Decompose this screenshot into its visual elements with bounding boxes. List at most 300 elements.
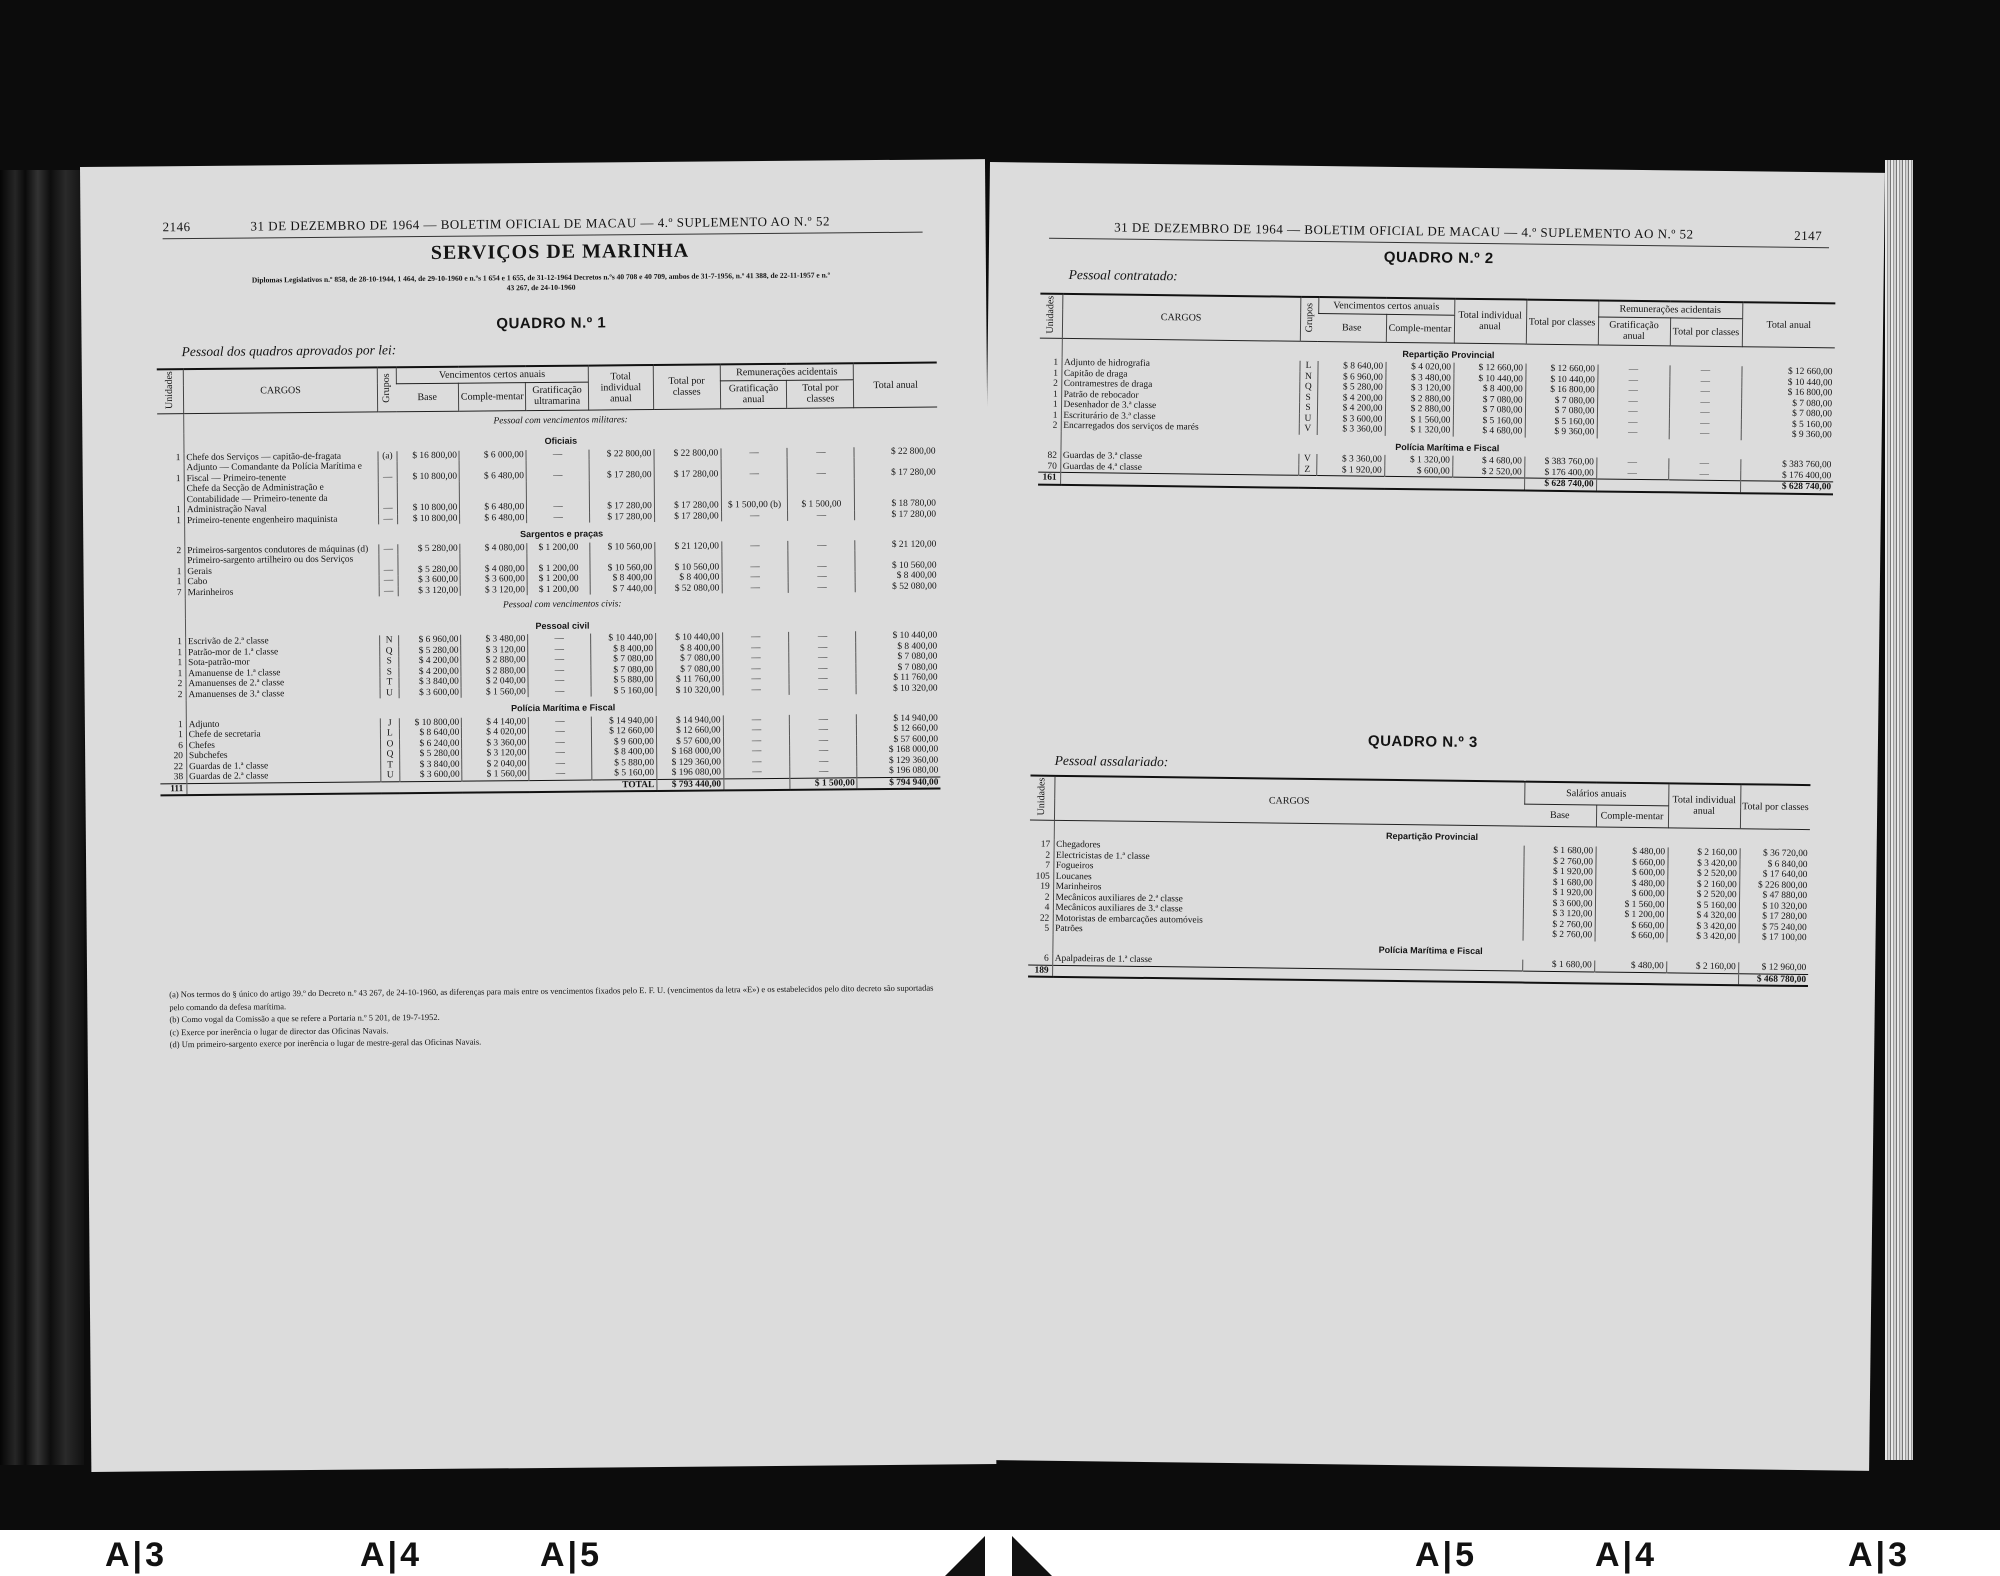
total-classes-2-cell: — [789, 653, 856, 664]
cargo-cell: Escrivão de 2.ª classe [185, 636, 380, 648]
base-cell: $ 10 800,00 [397, 513, 460, 524]
cargo-cell: Desenhador de 3.ª classe [1061, 400, 1299, 413]
total-classes-cell: $ 21 120,00 [655, 541, 722, 552]
col-grupos: Grupos [378, 367, 397, 411]
page-edge [1885, 160, 1913, 1460]
base-cell: $ 1 680,00 [1523, 877, 1595, 888]
total-classes-cell: $ 22 800,00 [654, 448, 721, 459]
grat-anual-cell: — [721, 448, 788, 459]
base-cell: $ 3 600,00 [398, 575, 461, 586]
total-units: 189 [1028, 965, 1052, 977]
complementar-cell: $ 2 880,00 [1385, 404, 1453, 415]
cargo-cell: Adjunto — Comandante da Polícia Marítima e Fiscal — Primeiro-tenente [184, 462, 379, 485]
grupo-cell: — [379, 586, 397, 597]
section-subtitle: Pessoal dos quadros aprovados por lei: [181, 342, 397, 360]
complementar-cell: $ 6 480,00 [459, 460, 526, 482]
grat-ultramarina-cell: — [527, 512, 590, 523]
col-unidades: Unidades [157, 369, 184, 414]
complementar-cell: $ 2 040,00 [462, 759, 529, 770]
unidades-cell: 5 [1044, 924, 1050, 935]
total-anual-cell: $ 12 660,00 [857, 724, 940, 735]
unit-cell [1030, 820, 1054, 840]
grat-ultramarina-cell: $ 1 200,00 [527, 584, 590, 595]
total-anual-cell: $ 9 360,00 [1741, 429, 1834, 441]
total-individual-cell: $ 2 520,00 [1667, 890, 1739, 901]
total-anual: $ 628 740,00 [1740, 481, 1833, 494]
grupo-cell: — [379, 576, 397, 587]
total-anual-cell: $ 168 000,00 [857, 745, 940, 756]
col-complementar: Comple-mentar [1596, 805, 1668, 828]
unidades-cell: 7 [1045, 861, 1050, 872]
total-anual-cell: $ 12 660,00 [1741, 366, 1834, 378]
grat-ultramarina-cell: — [529, 737, 592, 748]
base-cell: $ 1 920,00 [1316, 465, 1384, 477]
cargo-cell: Sota-patrão-mor [186, 657, 381, 669]
col-cargos: CARGOS [1062, 294, 1301, 341]
page-number: 2147 [1794, 227, 1823, 244]
total-classes-2-cell: — [789, 663, 856, 674]
grat-ultramarina-cell: — [529, 727, 592, 738]
total-individual-cell: $ 3 420,00 [1667, 921, 1739, 932]
q2-subtitle: Pessoal contratado: [1068, 266, 1178, 284]
total-classes-2-cell: — [788, 458, 855, 480]
grupo-cell: — [379, 555, 397, 576]
grupo-cell: — [378, 462, 396, 483]
grupo-cell: S [1299, 403, 1317, 414]
grupo-cell: Q [381, 750, 399, 761]
unit-cell [157, 413, 184, 433]
base-cell: $ 2 760,00 [1523, 930, 1595, 941]
unidades-cell: 1 [1052, 389, 1058, 400]
grupo-cell: J [381, 718, 399, 729]
total-classes-cell: $ 6 840,00 [1739, 859, 1809, 870]
complementar-cell: $ 1 320,00 [1385, 425, 1453, 436]
grat-anual-cell: — [723, 674, 790, 685]
total-classes-2-cell: — [790, 735, 857, 746]
grupo-cell: V [1298, 454, 1316, 465]
col-cargos: CARGOS [1054, 776, 1525, 826]
grupo-cell: T [381, 760, 399, 771]
grat-ultramarina-cell: — [528, 644, 591, 655]
total-classes-cell: $ 11 760,00 [656, 675, 723, 686]
grat-anual-cell: — [723, 757, 790, 768]
total-individual-cell: $ 2 520,00 [1667, 869, 1739, 880]
cargo-cell: Escriturário de 3.ª classe [1061, 411, 1299, 424]
unidades-cell: 6 [178, 740, 183, 751]
total-individual-cell: $ 2 160,00 [1666, 962, 1738, 974]
complementar-cell: $ 3 360,00 [462, 738, 529, 749]
total-individual-cell: $ 7 440,00 [590, 584, 655, 595]
unidades-cell: 2 [177, 679, 183, 690]
total-classes-2-cell: — [1669, 418, 1741, 429]
cargo-cell: Chefes [186, 739, 381, 751]
total-individual-cell: $ 7 080,00 [591, 665, 656, 676]
complementar-cell: $ 2 880,00 [461, 655, 528, 666]
cargo-cell: Amanuenses de 3.ª classe [186, 688, 381, 700]
col-complementar: Comple-mentar [1386, 314, 1454, 343]
complementar-cell: $ 3 120,00 [462, 748, 529, 759]
total-individual-cell: $ 10 560,00 [590, 542, 655, 553]
complementar-cell: $ 4 140,00 [462, 717, 529, 728]
total-classes-cell: $ 7 080,00 [1525, 395, 1597, 406]
complementar-cell: $ 3 120,00 [461, 645, 528, 656]
grupo-cell: U [1299, 414, 1317, 425]
unidades-cell: 2 [1044, 892, 1050, 903]
total-classes-cell: $ 10 440,00 [1525, 374, 1597, 385]
total-individual-cell: $ 7 080,00 [1453, 405, 1525, 416]
total-individual-cell: $ 4 680,00 [1452, 456, 1524, 467]
base-cell: $ 10 800,00 [399, 717, 462, 728]
total-individual-cell: $ 2 160,00 [1668, 848, 1740, 859]
grupo-cell: N [1299, 372, 1317, 383]
total-classes-cell: $ 7 080,00 [1525, 406, 1597, 417]
section-label: Pessoal com vencimentos civis: [185, 592, 939, 618]
total-anual-cell: $ 16 800,00 [1741, 387, 1834, 399]
grat-anual-cell: — [721, 541, 788, 552]
quadro-1-table [157, 362, 941, 797]
unidades-cell: 2 [176, 545, 182, 556]
cargo-cell: Adjunto de hidrografia [1061, 358, 1299, 371]
total-individual-cell: $ 3 420,00 [1667, 932, 1739, 943]
unidades-cell: 1 [177, 647, 183, 658]
cargo-cell: Contramestres de draga [1061, 379, 1299, 392]
grat-anual-cell: — [1596, 458, 1668, 469]
group-label: Polícia Marítima e Fiscal [186, 694, 940, 720]
unidades-cell: 1 [177, 658, 183, 669]
total-classes-2-cell: — [788, 510, 855, 521]
footnote: (c) Exerce por inerência o lugar de director das Oficinas Navais. [169, 1024, 389, 1037]
col-remuneracoes: Remunerações acidentais [1598, 300, 1742, 318]
grat-ultramarina-cell: — [526, 460, 589, 482]
col-total-classes: Total por classes [653, 364, 720, 409]
right-page [974, 162, 1885, 1471]
grat-anual-cell: — [1596, 468, 1668, 480]
base-cell: $ 10 800,00 [397, 461, 460, 483]
grat-ultramarina-cell: — [528, 634, 591, 645]
complementar-cell: $ 2 880,00 [461, 666, 528, 677]
total-anual-cell: $ 7 080,00 [1741, 408, 1834, 420]
complementar-cell: $ 3 120,00 [460, 585, 527, 596]
cargo-cell: Encarregados dos serviços de marés [1061, 421, 1299, 434]
total-classes-cell: $ 8 400,00 [655, 643, 722, 654]
complementar-cell: $ 4 020,00 [1385, 362, 1453, 373]
cargo-cell: Subchefes [186, 750, 381, 762]
film-label-3: A|5 [540, 1536, 602, 1574]
total-classes: $ 468 780,00 [1738, 973, 1808, 986]
unidades-cell: 1 [176, 566, 182, 577]
total-classes: $ 793 440,00 [657, 779, 724, 792]
cargo-cell: Cabo [185, 576, 380, 588]
grat-anual-cell: — [722, 572, 789, 583]
col-unidades: Unidades [1040, 294, 1063, 339]
cargo-cell: Mecânicos auxiliares de 3.ª classe [1053, 903, 1523, 919]
total-classes-cell: $ 57 600,00 [656, 736, 723, 747]
base-cell: $ 6 960,00 [1317, 372, 1385, 383]
cargo-cell: Guardas de 3.ª classe [1060, 451, 1298, 464]
group-label: Pessoal civil [185, 611, 939, 637]
total-classes-2-cell: — [790, 684, 857, 695]
grupo-cell: S [380, 667, 398, 678]
total-classes-cell: $ 17 280,00 [654, 480, 721, 512]
grat-ultramarina-cell: — [529, 748, 592, 759]
complementar-cell: $ 1 560,00 [1385, 415, 1453, 426]
total-anual-cell: $ 7 080,00 [856, 652, 939, 663]
complementar-cell: $ 660,00 [1595, 857, 1667, 868]
total-anual-cell: $ 7 080,00 [856, 662, 939, 673]
film-left-arrow-icon [945, 1536, 985, 1576]
cargo-cell: Amanuenses de 2.ª classe [186, 678, 381, 690]
base-cell: $ 2 760,00 [1523, 856, 1595, 867]
base-cell: $ 16 800,00 [397, 450, 460, 461]
grupo-cell: Z [1298, 465, 1316, 476]
base-cell: $ 5 280,00 [398, 645, 461, 656]
grat-ultramarina-cell: — [526, 481, 589, 513]
footnote: (b) Como vogal da Comissão a que se refere a Portaria n.º 5 201, de 19-7-1952. [169, 1011, 440, 1025]
grat-ultramarina-cell: — [528, 716, 591, 727]
total-anual-cell: $ 7 080,00 [1741, 398, 1834, 410]
cargo-cell: Chefe de secretaria [186, 729, 381, 741]
base-cell: $ 5 280,00 [1317, 382, 1385, 393]
base-cell: $ 1 680,00 [1522, 960, 1594, 972]
unidades-cell: 1 [1053, 358, 1059, 369]
complementar-cell: $ 480,00 [1594, 961, 1666, 973]
complementar-cell: $ 6 480,00 [460, 481, 527, 513]
grat-anual-cell: — [723, 715, 790, 726]
film-label-5: A|4 [1595, 1536, 1657, 1574]
unit-cell [159, 618, 185, 638]
complementar-cell: $ 1 560,00 [461, 687, 528, 698]
group-label: Polícia Marítima e Fiscal [1060, 432, 1833, 461]
grat-ultramarina-cell: — [528, 665, 591, 676]
col-grupos: Grupos [1300, 297, 1319, 341]
total-classes-cell: $ 17 280,00 [654, 459, 721, 481]
total-anual-cell: $ 11 760,00 [856, 673, 939, 684]
complementar-cell: $ 1 200,00 [1595, 910, 1667, 921]
unidades-cell: 2 [1045, 850, 1051, 861]
cargo-cell: Adjunto [186, 718, 381, 730]
complementar-cell: $ 2 040,00 [461, 676, 528, 687]
col-total-individual: Total individual anual [1668, 783, 1741, 828]
total-individual-cell: $ 5 880,00 [592, 758, 657, 769]
total-classes-cell: $ 10 560,00 [655, 552, 722, 574]
grat-anual-cell: — [723, 767, 790, 779]
total-label: TOTAL [187, 779, 657, 795]
group-label: Polícia Marítima e Fiscal [1052, 935, 1808, 964]
left-page [80, 159, 996, 1472]
complementar-cell: $ 2 880,00 [1385, 394, 1453, 405]
unidades-cell: 17 [1040, 839, 1051, 851]
col-vencimentos: Vencimentos certos anuais [1318, 297, 1454, 315]
total-individual-cell: $ 8 400,00 [591, 644, 656, 655]
total-classes-cell: $ 8 400,00 [655, 573, 722, 584]
total-individual-cell: $ 5 160,00 [592, 768, 657, 780]
total-classes-cell: $ 14 940,00 [656, 715, 723, 726]
total-classes-2-cell: — [1668, 469, 1740, 481]
total-individual-cell: $ 12 660,00 [591, 726, 656, 737]
unit-cell [1028, 934, 1052, 954]
base-cell: $ 3 840,00 [398, 677, 461, 688]
grat-anual-cell: — [1597, 417, 1669, 428]
complementar-cell: $ 600,00 [1595, 889, 1667, 900]
grat-ultramarina-cell: $ 1 200,00 [527, 542, 590, 553]
col-salarios: Salários anuais [1524, 782, 1668, 806]
diplomas-text: Diplomas Legislativos n.º 858, de 28-10-1944, 1 464, de 29-10-1960 e n.ºs 1 654 e 1 655, de 31-12-1964 Decretos n.ºs 40 708 e 40 709, ambos de 31-7-1956, n.º 41 388, de 22-11-1957 e n.º 43 267, de 24-10-1960 [251, 270, 831, 293]
total-individual-cell: $ 8 400,00 [592, 747, 657, 758]
complementar-cell: $ 1 560,00 [1595, 899, 1667, 910]
unidades-cell: 2 [1052, 421, 1058, 432]
unidades-cell: 105 [1035, 871, 1050, 882]
total-anual: $ 794 940,00 [857, 777, 940, 790]
base-cell: $ 4 200,00 [1317, 393, 1385, 404]
total-classes-cell: $ 9 360,00 [1525, 427, 1597, 438]
total-individual-cell: $ 5 880,00 [591, 675, 656, 686]
total-individual-cell: $ 4 680,00 [1453, 426, 1525, 437]
total-individual-cell: $ 3 420,00 [1667, 858, 1739, 869]
grat-anual-cell: — [1597, 365, 1669, 376]
total-anual-cell: $ 176 400,00 [1740, 470, 1833, 482]
complementar-cell: $ 480,00 [1595, 878, 1667, 889]
cargo-cell: Primeiros-sargentos condutores de máquinas (d) [185, 544, 380, 556]
quadro-2-table [1038, 293, 1835, 495]
unidades-cell: 7 [176, 587, 182, 598]
total-classes-cell: $ 7 080,00 [656, 664, 723, 675]
grupo-cell: S [380, 657, 398, 668]
total-individual-cell: $ 5 160,00 [1667, 900, 1739, 911]
grupo-cell: T [380, 678, 398, 689]
total-classes-2-cell: — [1669, 408, 1741, 419]
total-individual-cell: $ 17 280,00 [589, 480, 654, 512]
total-classes-2-cell: — [789, 582, 856, 593]
group-label: Repartição Provincial [1054, 820, 1810, 849]
complementar-cell: $ 3 120,00 [1385, 383, 1453, 394]
grupo-cell: — [379, 544, 397, 555]
grupo-cell: U [381, 771, 399, 782]
total-classes-2: $ 1 500,00 [790, 778, 857, 791]
total-classes-2-cell: — [788, 540, 855, 551]
group-label: Repartição Provincial [1062, 338, 1835, 367]
unit-cell [160, 700, 186, 720]
total-classes-2-cell: — [788, 551, 855, 573]
blank [724, 778, 791, 791]
cargo-cell: Guardas de 2.ª classe [187, 771, 382, 784]
col-base: Base [1318, 313, 1386, 342]
total-classes-2-cell: — [789, 632, 856, 643]
unit-cell [1040, 338, 1062, 358]
page-number: 2146 [162, 219, 191, 235]
cargo-cell: Loucanes [1053, 872, 1523, 888]
unidades-cell: 22 [1039, 913, 1050, 924]
grupo-cell: (a) [378, 451, 396, 462]
total-classes-2-cell: — [789, 572, 856, 583]
base-cell: $ 8 640,00 [1317, 361, 1385, 372]
total-anual-cell: $ 8 400,00 [855, 571, 938, 582]
running-header: 31 DE DEZEMBRO DE 1964 — BOLETIM OFICIAL DE MACAU — 4.º SUPLEMENTO AO N.º 52 [1114, 219, 1694, 242]
unit-cell [157, 433, 183, 453]
cargo-cell: Chefe da Secção de Administração e Contabilidade — Primeiro-tenente da Administração Naval [184, 483, 379, 516]
unidades-cell: 1 [176, 577, 182, 588]
base-cell: $ 3 600,00 [399, 770, 462, 782]
total-classes-cell: $ 176 400,00 [1524, 467, 1596, 479]
total-classes-cell: $ 17 640,00 [1739, 869, 1809, 880]
base-cell: $ 1 680,00 [1524, 846, 1596, 857]
total-classes-2-cell: — [1669, 397, 1741, 408]
total-classes-2-cell: — [789, 642, 856, 653]
film-right-arrow-icon [1012, 1536, 1052, 1576]
unidades-cell: 4 [1044, 903, 1050, 914]
total-individual-cell: $ 7 080,00 [591, 654, 656, 665]
total-individual-cell: $ 4 320,00 [1667, 911, 1739, 922]
total-classes-cell: $ 17 280,00 [1739, 911, 1809, 922]
unidades-cell: 70 [1047, 461, 1057, 472]
total-classes-cell: $ 17 100,00 [1739, 932, 1809, 943]
cargo-cell: Primeiro-tenente engenheiro maquinista [184, 514, 379, 526]
cargo-cell: Patrões [1053, 924, 1523, 940]
unidades-cell: 1 [1052, 400, 1058, 411]
unidades-cell: 2 [177, 689, 183, 700]
grat-anual-cell: — [722, 643, 789, 654]
total-individual-cell: $ 17 280,00 [589, 459, 654, 481]
total-classes-cell: $ 226 800,00 [1739, 880, 1809, 891]
total-classes-2-cell: $ 1 500,00 [788, 479, 855, 511]
film-label-2: A|4 [360, 1536, 422, 1574]
complementar-cell: $ 1 560,00 [462, 769, 529, 781]
unidades-cell: 1 [178, 730, 183, 741]
total-anual-cell: $ 8 400,00 [856, 641, 939, 652]
col-base: Base [396, 383, 459, 412]
col-total-classes: Total por classes [1526, 300, 1599, 345]
col-vencimentos: Vencimentos certos anuais [396, 366, 589, 384]
cargo-cell: Chefe dos Serviços — capitão-de-fragata [184, 451, 379, 463]
book-spine [0, 170, 84, 1465]
total-classes-2-cell: — [1669, 376, 1741, 387]
grat-ultramarina-cell: — [529, 769, 592, 781]
total-classes-cell: $ 52 080,00 [655, 583, 722, 594]
col-total-classes: Total por classes [1740, 784, 1811, 829]
cargo-cell: Chegadores [1054, 840, 1524, 856]
total-anual-cell: $ 383 760,00 [1740, 459, 1833, 471]
total-classes-cell: $ 75 240,00 [1739, 922, 1809, 933]
total-individual-cell: $ 7 080,00 [1453, 394, 1525, 405]
base-cell: $ 1 920,00 [1523, 888, 1595, 899]
col-total-anual: Total anual [854, 363, 938, 408]
unidades-cell: 1 [1053, 368, 1058, 379]
total-classes-2-cell: — [787, 447, 854, 458]
cargo-cell: Marinheiros [1053, 882, 1523, 898]
unidades-cell: 1 [175, 452, 181, 463]
total-anual-cell: $ 18 780,00 [855, 478, 938, 510]
total-classes-cell: $ 129 360,00 [656, 757, 723, 768]
grat-ultramarina-cell: — [528, 686, 591, 697]
total-anual-cell: $ 22 800,00 [854, 446, 937, 457]
quadro-title: QUADRO N.º 1 [496, 314, 607, 333]
unit-cell [1038, 431, 1060, 451]
total-individual-cell: $ 5 160,00 [591, 686, 656, 697]
total-anual-cell: $ 5 160,00 [1741, 419, 1834, 431]
grat-anual-cell: — [721, 458, 788, 480]
total-individual-cell: $ 14 940,00 [591, 716, 656, 727]
col-total-classes-2: Total por classes [787, 380, 854, 409]
group-label: Oficiais [184, 427, 938, 453]
unidades-cell: 82 [1047, 451, 1057, 462]
total-individual-cell: $ 8 400,00 [590, 573, 655, 584]
total-classes-cell: $ 17 280,00 [654, 511, 721, 522]
grupo-cell: O [381, 739, 399, 750]
film-label-6: A|3 [1848, 1536, 1910, 1574]
base-cell: $ 4 200,00 [1317, 403, 1385, 414]
total-individual-cell: $ 2 160,00 [1667, 879, 1739, 890]
grupo-cell: V [1299, 424, 1317, 435]
unidades-cell: 1 [176, 515, 181, 526]
